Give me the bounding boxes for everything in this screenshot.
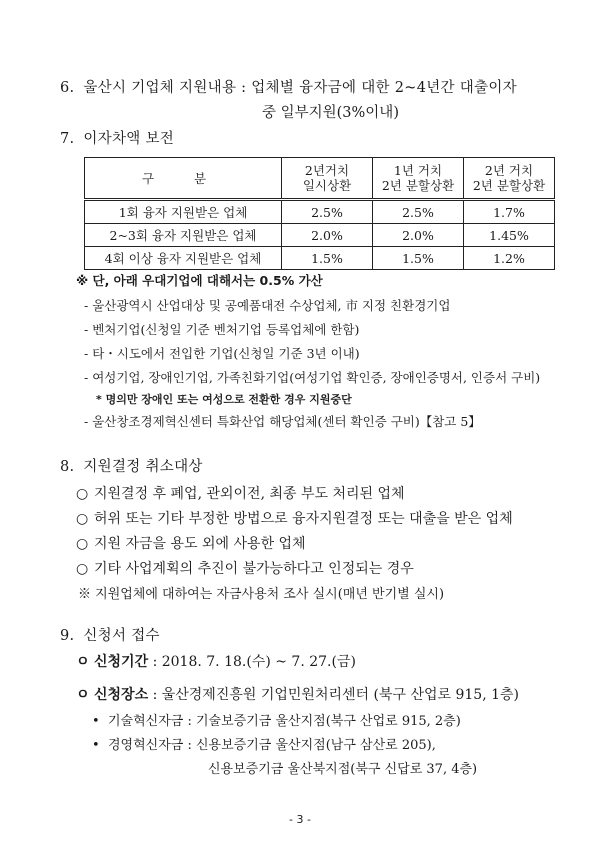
- cancel-item: ○ 허위 또는 기타 부정한 방법으로 융자지원결정 또는 대출을 받은 업체: [76, 511, 513, 527]
- table-row: [85, 224, 555, 247]
- table-row: [85, 200, 555, 224]
- marker-icon: ㅇ: [76, 654, 90, 670]
- fund-usage-reference: ※ 지원업체에 대하여는 자금사용처 조사 실시(매년 반기별 실시): [78, 587, 445, 602]
- place-label: 신청장소: [94, 687, 149, 703]
- table-cell: 2.0%: [373, 224, 464, 247]
- section-title: 울산시 기업체 지원내용 : 업체별 융자금에 대한 2~4년간 대출이자: [83, 80, 517, 96]
- section-title: 이자차액 보전: [83, 131, 175, 147]
- section-number: 9.: [60, 628, 75, 644]
- note-sub-item: * 명의만 장애인 또는 여성으로 전환한 경우 지원중단: [96, 393, 352, 406]
- table-cell: 2.0%: [282, 224, 373, 247]
- circle-marker-icon: ○: [76, 486, 89, 502]
- note-item: - 여성기업, 장애인기업, 가족친화기업(여성기업 확인증, 장애인증명서, 인증서 구비): [84, 370, 541, 385]
- section-number: 7.: [60, 131, 75, 147]
- section-number: 8.: [60, 459, 75, 475]
- section-6-heading: [60, 76, 517, 97]
- note-item: - 울산창조경제혁신센터 특화산업 해당업체(센터 확인증 구비)【참고 5】: [84, 414, 481, 429]
- table-cell: 1.5%: [373, 247, 464, 270]
- header-col3: 2년 거치 2년 분할상환: [464, 158, 555, 200]
- circle-marker-icon: ○: [76, 511, 89, 527]
- row-label: 1회 융자 지원받은 업체: [85, 200, 282, 224]
- bullet-icon: •: [92, 714, 100, 729]
- row-label: 4회 이상 융자 지원받은 업체: [85, 247, 282, 270]
- header-category: 구 분: [85, 158, 282, 200]
- page-number: - 3 -: [289, 813, 311, 826]
- place-sub-continuation: 신용보증기금 울산북지점(북구 신답로 37, 4층): [208, 762, 478, 777]
- table-header-row: [85, 158, 555, 200]
- section-6-continuation: 중 일부지원(3%이내): [262, 105, 399, 121]
- table-row: [85, 247, 555, 270]
- section-8-heading: [60, 455, 203, 476]
- period-label: 신청기간: [94, 654, 149, 670]
- section-title: 신청서 접수: [83, 628, 160, 644]
- section-title: 지원결정 취소대상: [83, 459, 203, 475]
- table-cell: 1.5%: [282, 247, 373, 270]
- place-value: : 울산경제진흥원 기업민원처리센터 (북구 산업로 915, 1층): [152, 687, 519, 703]
- circle-marker-icon: ○: [76, 561, 89, 577]
- cancel-item: ○ 기타 사업계획의 추진이 불가능하다고 인정되는 경우: [76, 561, 414, 577]
- section-number: 6.: [60, 80, 75, 96]
- table-cell: 2.5%: [373, 200, 464, 224]
- place-sub-item: • 기술혁신자금 : 기술보증기금 울산지점(북구 산업로 915, 2층): [92, 714, 461, 729]
- place-sub-item: • 경영혁신자금 : 신용보증기금 울산지점(남구 삼산로 205),: [92, 738, 436, 753]
- table-cell: 2.5%: [282, 200, 373, 224]
- application-period: [76, 651, 356, 671]
- section-7-heading: [60, 127, 174, 148]
- cancel-item: ○ 지원결정 후 폐업, 관외이전, 최종 부도 처리된 업체: [76, 486, 405, 502]
- note-item: - 타・시도에서 전입한 기업(신청일 기준 3년 이내): [84, 346, 360, 361]
- table-cell: 1.2%: [464, 247, 555, 270]
- header-col2: 1년 거치 2년 분할상환: [373, 158, 464, 200]
- table-cell: 1.45%: [464, 224, 555, 247]
- bullet-icon: •: [92, 738, 100, 753]
- row-label: 2~3회 융자 지원받은 업체: [85, 224, 282, 247]
- circle-marker-icon: ○: [76, 536, 89, 552]
- header-col1: 2년거치 일시상환: [282, 158, 373, 200]
- interest-rate-table: [84, 157, 555, 270]
- marker-icon: ㅇ: [76, 687, 90, 703]
- note-item: - 벤처기업(신청일 기준 벤처기업 등록업체에 한함): [84, 322, 360, 337]
- preferential-note-title: ※ 단, 아래 우대기업에 대해서는 0.5% 가산: [76, 273, 323, 288]
- cancel-item: ○ 지원 자금을 용도 외에 사용한 업체: [76, 536, 306, 552]
- period-value: : 2018. 7. 18.(수) ~ 7. 27.(금): [152, 654, 356, 670]
- table-cell: 1.7%: [464, 200, 555, 224]
- application-place: [76, 684, 519, 704]
- note-item: - 울산광역시 산업대상 및 공예품대전 수상업체, 市 지정 친환경기업: [84, 298, 451, 313]
- section-9-heading: [60, 624, 160, 645]
